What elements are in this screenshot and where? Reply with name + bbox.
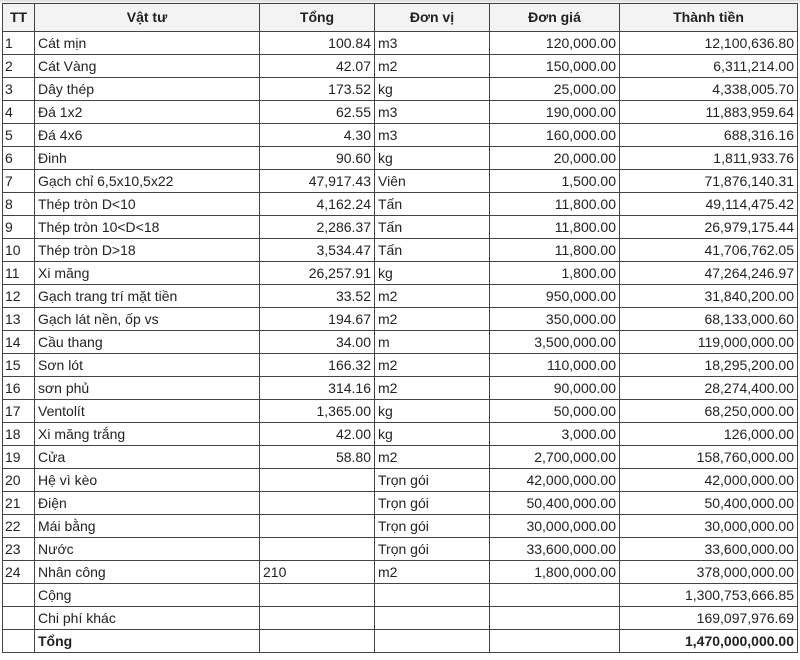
header-amount: Thành tiền — [620, 4, 798, 32]
summary-amount: 1,470,000,000.00 — [620, 630, 798, 653]
row-amount: 68,250,000.00 — [620, 400, 798, 423]
row-item: Hệ vì kèo — [35, 469, 260, 492]
row-tt: 22 — [3, 515, 35, 538]
row-price: 3,500,000.00 — [490, 331, 620, 354]
row-amount: 11,883,959.64 — [620, 101, 798, 124]
row-unit: Tấn — [375, 239, 490, 262]
row-unit: Trọn gói — [375, 469, 490, 492]
table-row — [3, 239, 798, 262]
header-price: Đơn giá — [490, 4, 620, 32]
row-price: 25,000.00 — [490, 78, 620, 101]
row-unit: kg — [375, 262, 490, 285]
header-tt: TT — [3, 4, 35, 32]
row-price: 1,800.00 — [490, 262, 620, 285]
row-price: 350,000.00 — [490, 308, 620, 331]
row-unit: m2 — [375, 354, 490, 377]
row-total: 62.55 — [260, 101, 375, 124]
row-price: 50,400,000.00 — [490, 492, 620, 515]
row-amount: 71,876,140.31 — [620, 170, 798, 193]
row-price: 11,800.00 — [490, 193, 620, 216]
row-tt: 13 — [3, 308, 35, 331]
row-amount: 68,133,000.60 — [620, 308, 798, 331]
row-item: Cầu thang — [35, 331, 260, 354]
row-price: 30,000,000.00 — [490, 515, 620, 538]
row-tt: 12 — [3, 285, 35, 308]
row-unit: Viên — [375, 170, 490, 193]
row-total: 58.80 — [260, 446, 375, 469]
header-item: Vật tư — [35, 4, 260, 32]
table-row — [3, 446, 798, 469]
summary-total — [260, 607, 375, 630]
header-unit: Đơn vị — [375, 4, 490, 32]
row-amount: 4,338,005.70 — [620, 78, 798, 101]
row-tt: 1 — [3, 32, 35, 55]
row-item: Cát mịn — [35, 32, 260, 55]
row-price: 20,000.00 — [490, 147, 620, 170]
row-unit: m2 — [375, 308, 490, 331]
row-item: Đá 4x6 — [35, 124, 260, 147]
row-unit: m3 — [375, 124, 490, 147]
table-row — [3, 216, 798, 239]
row-total: 2,286.37 — [260, 216, 375, 239]
row-unit: Trọn gói — [375, 538, 490, 561]
row-total: 210 — [260, 561, 375, 584]
row-item: Xi măng trắng — [35, 423, 260, 446]
row-amount: 1,811,933.76 — [620, 147, 798, 170]
row-tt: 14 — [3, 331, 35, 354]
row-tt: 11 — [3, 262, 35, 285]
row-total: 90.60 — [260, 147, 375, 170]
row-amount: 30,000,000.00 — [620, 515, 798, 538]
row-amount: 119,000,000.00 — [620, 331, 798, 354]
row-total — [260, 469, 375, 492]
summary-row — [3, 630, 798, 653]
table-row — [3, 354, 798, 377]
row-tt: 18 — [3, 423, 35, 446]
row-tt: 8 — [3, 193, 35, 216]
row-amount: 688,316.16 — [620, 124, 798, 147]
row-amount: 378,000,000.00 — [620, 561, 798, 584]
row-unit: m — [375, 331, 490, 354]
row-item: sơn phủ — [35, 377, 260, 400]
row-tt: 6 — [3, 147, 35, 170]
material-cost-table — [2, 3, 798, 653]
row-tt: 9 — [3, 216, 35, 239]
table-body — [3, 32, 798, 653]
row-item: Thép tròn 10<D<18 — [35, 216, 260, 239]
header-total: Tổng — [260, 4, 375, 32]
row-item: Cát Vàng — [35, 55, 260, 78]
table-row — [3, 78, 798, 101]
row-item: Thép tròn D<10 — [35, 193, 260, 216]
table-row — [3, 492, 798, 515]
row-total: 42.07 — [260, 55, 375, 78]
row-unit: Trọn gói — [375, 515, 490, 538]
row-unit: m2 — [375, 446, 490, 469]
table-row — [3, 262, 798, 285]
row-tt: 5 — [3, 124, 35, 147]
row-total: 314.16 — [260, 377, 375, 400]
row-total: 173.52 — [260, 78, 375, 101]
row-total: 100.84 — [260, 32, 375, 55]
row-price: 11,800.00 — [490, 239, 620, 262]
table-row — [3, 285, 798, 308]
row-unit: kg — [375, 147, 490, 170]
table-row — [3, 147, 798, 170]
row-amount: 31,840,200.00 — [620, 285, 798, 308]
cost-table-container — [2, 3, 797, 656]
table-row — [3, 331, 798, 354]
summary-unit — [375, 584, 490, 607]
row-amount: 26,979,175.44 — [620, 216, 798, 239]
row-unit: Trọn gói — [375, 492, 490, 515]
row-price: 950,000.00 — [490, 285, 620, 308]
table-row — [3, 101, 798, 124]
table-row — [3, 32, 798, 55]
row-total — [260, 538, 375, 561]
table-row — [3, 308, 798, 331]
row-price: 190,000.00 — [490, 101, 620, 124]
row-tt: 2 — [3, 55, 35, 78]
row-amount: 158,760,000.00 — [620, 446, 798, 469]
row-item: Nước — [35, 538, 260, 561]
row-amount: 12,100,636.80 — [620, 32, 798, 55]
row-tt: 19 — [3, 446, 35, 469]
row-amount: 41,706,762.05 — [620, 239, 798, 262]
row-amount: 42,000,000.00 — [620, 469, 798, 492]
row-price: 3,000.00 — [490, 423, 620, 446]
row-unit: m3 — [375, 101, 490, 124]
row-item: Đá 1x2 — [35, 101, 260, 124]
row-unit: m3 — [375, 32, 490, 55]
row-tt: 3 — [3, 78, 35, 101]
table-row — [3, 423, 798, 446]
row-unit: m2 — [375, 377, 490, 400]
row-price: 150,000.00 — [490, 55, 620, 78]
row-tt: 15 — [3, 354, 35, 377]
row-item: Thép tròn D>18 — [35, 239, 260, 262]
table-row — [3, 124, 798, 147]
row-item: Gạch chỉ 6,5x10,5x22 — [35, 170, 260, 193]
table-header — [3, 4, 798, 32]
summary-price — [490, 607, 620, 630]
row-tt: 23 — [3, 538, 35, 561]
summary-amount: 169,097,976.69 — [620, 607, 798, 630]
row-tt: 21 — [3, 492, 35, 515]
row-item: Điện — [35, 492, 260, 515]
row-amount: 28,274,400.00 — [620, 377, 798, 400]
row-tt: 7 — [3, 170, 35, 193]
row-amount: 33,600,000.00 — [620, 538, 798, 561]
row-total: 33.52 — [260, 285, 375, 308]
summary-label: Tổng — [35, 630, 260, 653]
row-amount: 126,000.00 — [620, 423, 798, 446]
row-price: 1,800,000.00 — [490, 561, 620, 584]
row-item: Dây thép — [35, 78, 260, 101]
row-unit: kg — [375, 423, 490, 446]
row-item: Cửa — [35, 446, 260, 469]
row-amount: 47,264,246.97 — [620, 262, 798, 285]
row-total: 4,162.24 — [260, 193, 375, 216]
row-price: 160,000.00 — [490, 124, 620, 147]
row-total: 166.32 — [260, 354, 375, 377]
row-price: 120,000.00 — [490, 32, 620, 55]
table-row — [3, 469, 798, 492]
summary-price — [490, 584, 620, 607]
row-total: 26,257.91 — [260, 262, 375, 285]
row-price: 1,500.00 — [490, 170, 620, 193]
row-amount: 18,295,200.00 — [620, 354, 798, 377]
row-item: Mái bằng — [35, 515, 260, 538]
row-unit: kg — [375, 400, 490, 423]
row-unit: m2 — [375, 285, 490, 308]
row-price: 33,600,000.00 — [490, 538, 620, 561]
row-price: 110,000.00 — [490, 354, 620, 377]
row-item: Đinh — [35, 147, 260, 170]
row-tt: 24 — [3, 561, 35, 584]
row-unit: Tấn — [375, 193, 490, 216]
summary-unit — [375, 630, 490, 653]
row-total: 3,534.47 — [260, 239, 375, 262]
summary-amount: 1,300,753,666.85 — [620, 584, 798, 607]
row-tt: 10 — [3, 239, 35, 262]
row-unit: kg — [375, 78, 490, 101]
row-total: 42.00 — [260, 423, 375, 446]
row-unit: Tấn — [375, 216, 490, 239]
table-row — [3, 561, 798, 584]
summary-label: Cộng — [35, 584, 260, 607]
row-total — [260, 492, 375, 515]
table-row — [3, 538, 798, 561]
table-row — [3, 515, 798, 538]
summary-tt — [3, 584, 35, 607]
row-unit: m2 — [375, 55, 490, 78]
row-total: 4.30 — [260, 124, 375, 147]
row-tt: 17 — [3, 400, 35, 423]
row-amount: 50,400,000.00 — [620, 492, 798, 515]
summary-tt — [3, 630, 35, 653]
summary-row — [3, 607, 798, 630]
row-item: Xi măng — [35, 262, 260, 285]
row-unit: m2 — [375, 561, 490, 584]
header-row — [3, 4, 798, 32]
summary-total — [260, 630, 375, 653]
row-item: Gạch lát nền, ốp vs — [35, 308, 260, 331]
row-item: Gạch trang trí mặt tiền — [35, 285, 260, 308]
table-row — [3, 193, 798, 216]
table-row — [3, 170, 798, 193]
summary-tt — [3, 607, 35, 630]
row-price: 90,000.00 — [490, 377, 620, 400]
row-item: Nhân công — [35, 561, 260, 584]
row-price: 50,000.00 — [490, 400, 620, 423]
summary-label: Chi phí khác — [35, 607, 260, 630]
row-amount: 6,311,214.00 — [620, 55, 798, 78]
row-amount: 49,114,475.42 — [620, 193, 798, 216]
summary-row — [3, 584, 798, 607]
summary-total — [260, 584, 375, 607]
row-price: 2,700,000.00 — [490, 446, 620, 469]
row-total — [260, 515, 375, 538]
table-row — [3, 377, 798, 400]
row-total: 194.67 — [260, 308, 375, 331]
table-row — [3, 400, 798, 423]
summary-price — [490, 630, 620, 653]
summary-unit — [375, 607, 490, 630]
row-item: Ventolít — [35, 400, 260, 423]
row-tt: 20 — [3, 469, 35, 492]
row-tt: 4 — [3, 101, 35, 124]
row-price: 42,000,000.00 — [490, 469, 620, 492]
row-total: 1,365.00 — [260, 400, 375, 423]
table-row — [3, 55, 798, 78]
row-price: 11,800.00 — [490, 216, 620, 239]
row-tt: 16 — [3, 377, 35, 400]
row-total: 47,917.43 — [260, 170, 375, 193]
row-item: Sơn lót — [35, 354, 260, 377]
row-total: 34.00 — [260, 331, 375, 354]
